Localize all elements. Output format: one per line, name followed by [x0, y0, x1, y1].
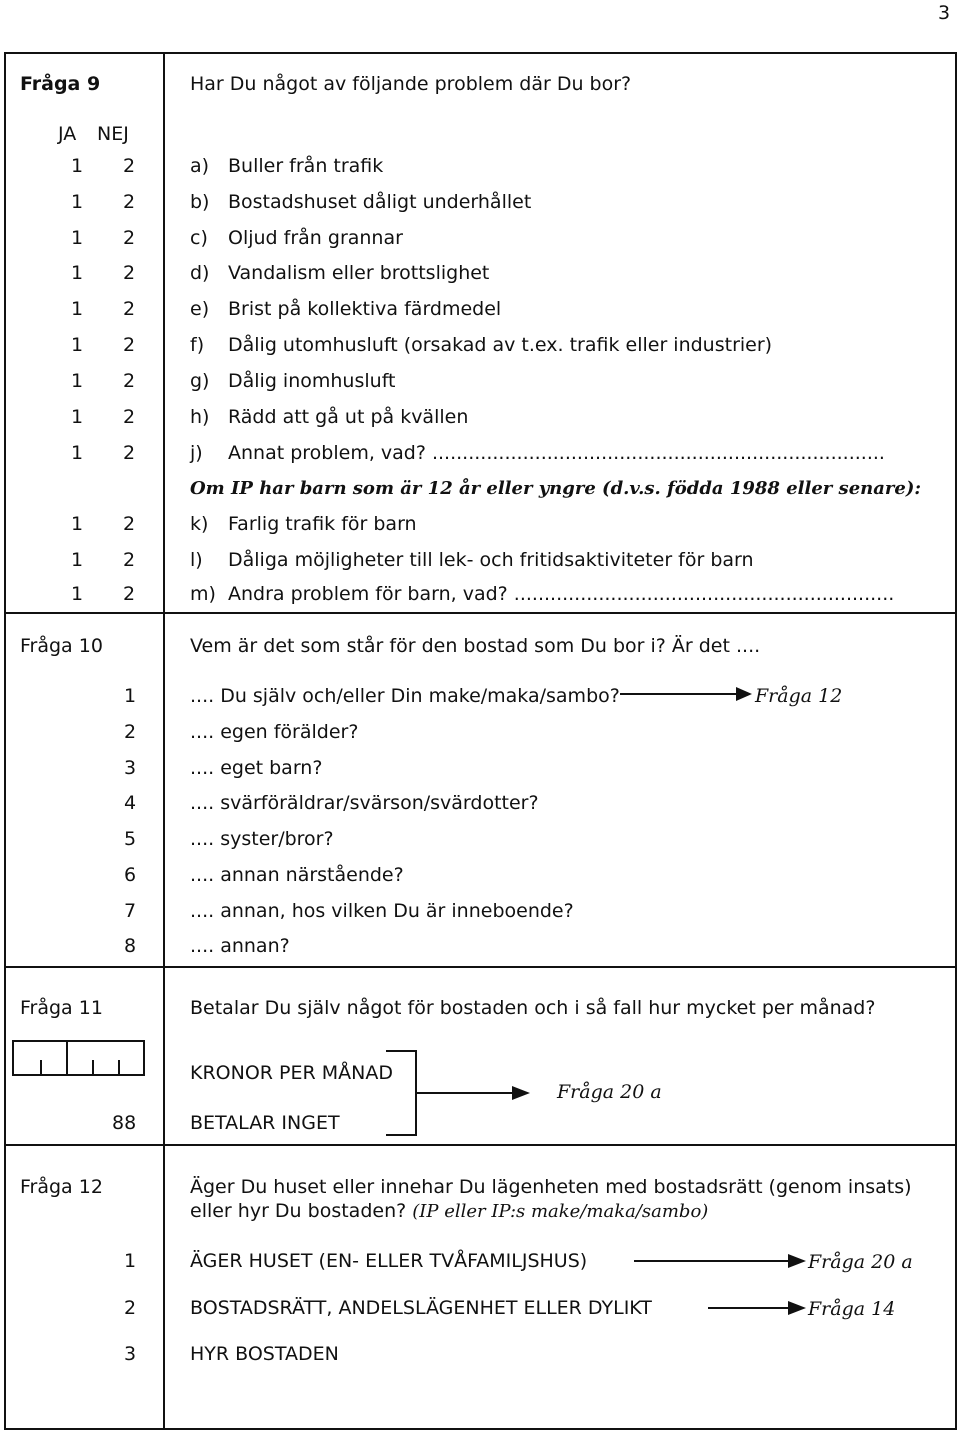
item-text: Oljud från grannar	[228, 227, 403, 249]
item-key: j)	[190, 442, 203, 464]
option-text: .... egen förälder?	[190, 721, 359, 743]
arrow-right-icon	[618, 684, 754, 704]
q11-question: Betalar Du själv något för bostaden och i så fall hur mycket per månad?	[190, 997, 876, 1019]
answer-code-nej[interactable]: 2	[123, 583, 136, 605]
q11-goto: Fråga 20 a	[557, 1081, 662, 1103]
answer-code-nej[interactable]: 2	[123, 406, 136, 428]
q11-option-kronor: KRONOR PER MÅNAD	[190, 1062, 393, 1084]
answer-code[interactable]: 2	[124, 1297, 137, 1319]
item-text: Annat problem, vad? ...........................................................................	[228, 442, 885, 464]
answer-code-ja[interactable]: 1	[71, 334, 84, 356]
item-text: Dålig utomhusluft (orsakad av t.ex. trafik eller industrier)	[228, 334, 773, 356]
answer-code-nej[interactable]: 2	[123, 298, 136, 320]
item-key: b)	[190, 191, 210, 213]
item-key: g)	[190, 370, 210, 392]
option-text: HYR BOSTADEN	[190, 1343, 339, 1365]
goto-label: Fråga 14	[808, 1298, 896, 1320]
q10-label: Fråga 10	[20, 635, 103, 657]
answer-code-ja[interactable]: 1	[71, 583, 84, 605]
tick-mark	[40, 1060, 42, 1076]
answer-code-nej[interactable]: 2	[123, 442, 136, 464]
answer-code-nej[interactable]: 2	[123, 513, 136, 535]
option-text: ÄGER HUSET (EN- ELLER TVÅFAMILJSHUS)	[190, 1250, 588, 1272]
q9-col-ja: JA	[58, 123, 77, 145]
item-text: Dåliga möjligheter till lek- och fritidsaktiviteter för barn	[228, 549, 754, 571]
answer-code[interactable]: 1	[124, 1250, 137, 1272]
answer-code-ja[interactable]: 1	[71, 406, 84, 428]
q10-goto: Fråga 12	[755, 685, 843, 707]
answer-code-ja[interactable]: 1	[71, 227, 84, 249]
answer-code-ja[interactable]: 1	[71, 262, 84, 284]
q12-question-line2-text: eller hyr Du bostaden?	[190, 1200, 407, 1222]
arrow-right-icon	[706, 1298, 808, 1318]
option-text: BOSTADSRÄTT, ANDELSLÄGENHET ELLER DYLIKT	[190, 1297, 652, 1319]
answer-code-ja[interactable]: 1	[71, 513, 84, 535]
item-key: h)	[190, 406, 210, 428]
item-text: Buller från trafik	[228, 155, 384, 177]
divider-q11-q12	[4, 1144, 957, 1146]
q10-question: Vem är det som står för den bostad som Du bor i? Är det ....	[190, 635, 761, 657]
goto-label: Fråga 20 a	[808, 1251, 913, 1273]
answer-code[interactable]: 3	[124, 1343, 137, 1365]
q11-option-inget: BETALAR INGET	[190, 1112, 340, 1134]
answer-code-nej[interactable]: 2	[123, 549, 136, 571]
answer-code[interactable]: 8	[124, 935, 137, 957]
item-text: Brist på kollektiva färdmedel	[228, 298, 502, 320]
frame-right	[955, 52, 957, 1430]
item-key: k)	[190, 513, 209, 535]
option-text: .... Du själv och/eller Din make/maka/sambo?	[190, 685, 620, 707]
q9-label: Fråga 9	[20, 73, 101, 95]
q12-question-line1: Äger Du huset eller innehar Du lägenheten med bostadsrätt (genom insats)	[190, 1176, 912, 1198]
answer-code-nej[interactable]: 2	[123, 191, 136, 213]
item-key: f)	[190, 334, 205, 356]
q9-col-nej: NEJ	[97, 123, 129, 145]
item-key: e)	[190, 298, 210, 320]
answer-code[interactable]: 3	[124, 757, 137, 779]
item-key: l)	[190, 549, 203, 571]
answer-code-nej[interactable]: 2	[123, 227, 136, 249]
option-text: .... annan?	[190, 935, 290, 957]
item-key: d)	[190, 262, 210, 284]
answer-code[interactable]: 1	[124, 685, 137, 707]
q12-note: (IP eller IP:s make/maka/sambo)	[412, 1201, 709, 1222]
answer-code-ja[interactable]: 1	[71, 370, 84, 392]
frame-top	[4, 52, 957, 54]
amount-entry-box[interactable]	[12, 1040, 145, 1076]
answer-code-nej[interactable]: 2	[123, 155, 136, 177]
item-key: a)	[190, 155, 210, 177]
answer-code-ja[interactable]: 1	[71, 442, 84, 464]
option-text: .... eget barn?	[190, 757, 323, 779]
answer-code-ja[interactable]: 1	[71, 549, 84, 571]
answer-code-ja[interactable]: 1	[71, 155, 84, 177]
tick-mark-major	[66, 1042, 68, 1076]
item-text: Andra problem för barn, vad? ...............................................................	[228, 583, 895, 605]
divider-q9-q10	[4, 612, 957, 614]
q12-question-line2	[190, 1200, 708, 1223]
answer-code-nej[interactable]: 2	[123, 370, 136, 392]
q9-question: Har Du något av följande problem där Du bor?	[190, 73, 632, 95]
answer-code-nej[interactable]: 2	[123, 334, 136, 356]
q9-children-note: Om IP har barn som är 12 år eller yngre (d.v.s. födda 1988 eller senare):	[190, 478, 921, 499]
option-text: .... syster/bror?	[190, 828, 334, 850]
answer-code[interactable]: 7	[124, 900, 137, 922]
answer-code[interactable]: 2	[124, 721, 137, 743]
answer-code[interactable]: 4	[124, 792, 137, 814]
tick-mark	[92, 1060, 94, 1076]
option-text: .... annan, hos vilken Du är inneboende?	[190, 900, 574, 922]
answer-code-ja[interactable]: 1	[71, 298, 84, 320]
item-text: Bostadshuset dåligt underhållet	[228, 191, 532, 213]
option-text: .... svärföräldrar/svärson/svärdotter?	[190, 792, 539, 814]
frame-left	[4, 52, 6, 1430]
item-text: Dålig inomhusluft	[228, 370, 396, 392]
option-text: .... annan närstående?	[190, 864, 404, 886]
answer-code-nej[interactable]: 2	[123, 262, 136, 284]
item-key: c)	[190, 227, 208, 249]
q12-label: Fråga 12	[20, 1176, 103, 1198]
answer-code[interactable]: 5	[124, 828, 137, 850]
arrow-right-icon	[632, 1251, 808, 1271]
answer-code-ja[interactable]: 1	[71, 191, 84, 213]
bracket-arrow-icon	[384, 1048, 534, 1140]
item-text: Vandalism eller brottslighet	[228, 262, 490, 284]
column-divider	[163, 52, 165, 1430]
q11-label: Fråga 11	[20, 997, 103, 1019]
item-text: Rädd att gå ut på kvällen	[228, 406, 469, 428]
tick-mark	[118, 1060, 120, 1076]
item-key: m)	[190, 583, 216, 605]
item-text: Farlig trafik för barn	[228, 513, 417, 535]
answer-code[interactable]: 6	[124, 864, 137, 886]
divider-q10-q11	[4, 966, 957, 968]
q11-code-inget: 88	[112, 1112, 137, 1134]
frame-bottom	[4, 1428, 957, 1430]
page-number: 3	[938, 2, 951, 24]
